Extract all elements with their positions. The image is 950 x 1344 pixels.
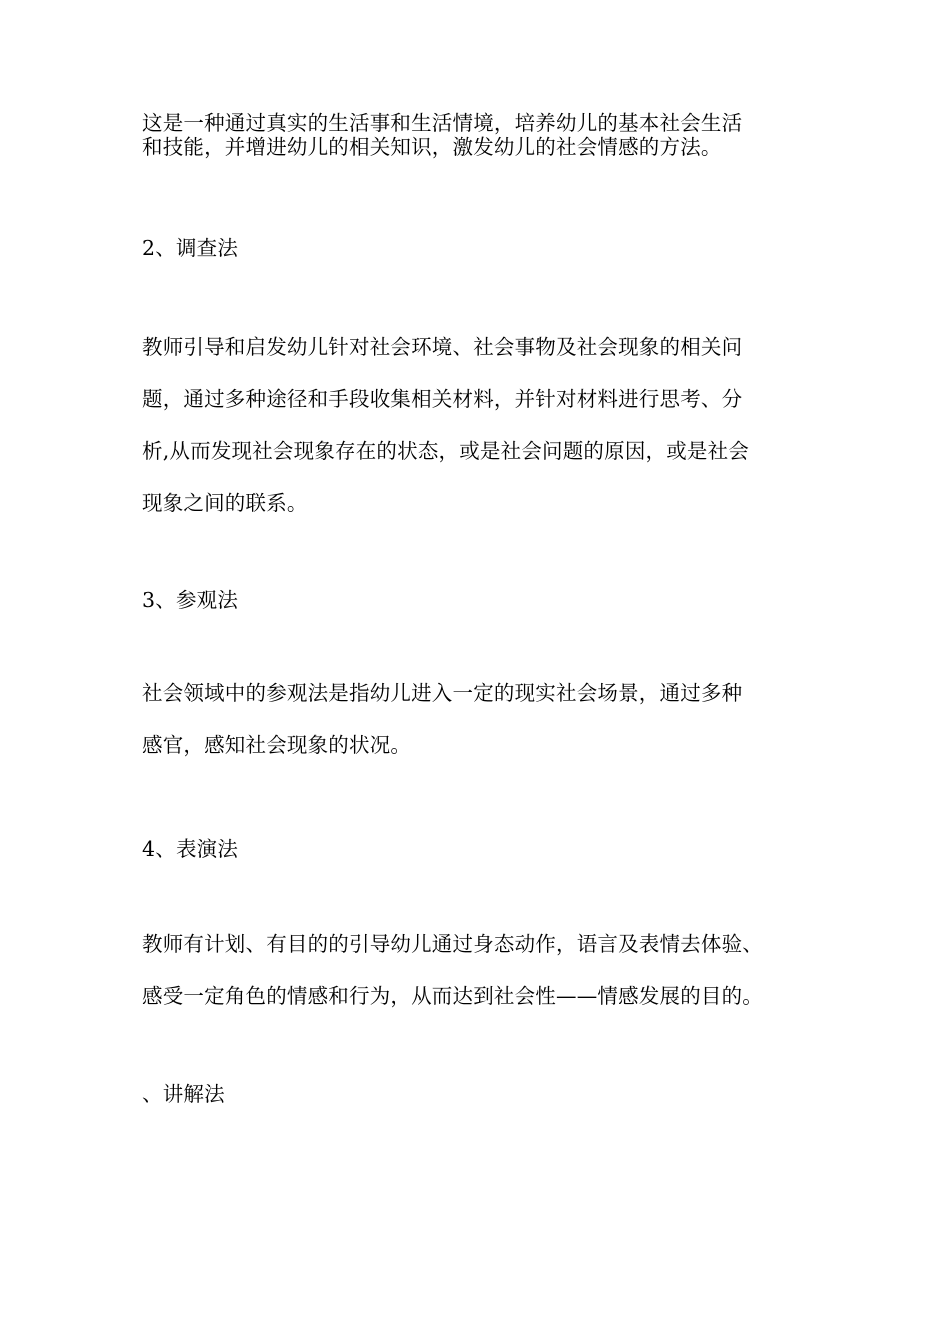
section-heading-performance	[142, 834, 808, 864]
paragraph-line: 教师有计划、有目的的引导幼儿通过身态动作，语言及表情去体验、	[142, 932, 763, 956]
section-body-performance	[142, 918, 808, 1022]
paragraph-line: 教师引导和启发幼儿针对社会环境、社会事物及社会现象的相关问	[142, 335, 743, 359]
intro-paragraph	[142, 111, 808, 159]
paragraph-line: 这是一种通过真实的生活事和生活情境，培养幼儿的基本社会生活	[142, 111, 743, 135]
paragraph-line: 题，通过多种途径和手段收集相关材料，并针对材料进行思考、分	[142, 387, 743, 411]
section-heading: 3、参观法	[142, 588, 239, 612]
section-body-visit	[142, 667, 808, 771]
paragraph-line: 社会领域中的参观法是指幼儿进入一定的现实社会场景，通过多种	[142, 681, 743, 705]
section-heading: 、讲解法	[142, 1082, 225, 1106]
section-heading-survey	[142, 233, 808, 263]
paragraph-line: 析,从而发现社会现象存在的状态，或是社会问题的原因，或是社会	[142, 439, 750, 463]
section-heading-visit	[142, 585, 808, 615]
section-body-survey	[142, 321, 808, 529]
section-heading: 2、调查法	[142, 236, 239, 260]
section-heading-explanation	[142, 1079, 808, 1109]
paragraph-line: 感受一定角色的情感和行为，从而达到社会性——情感发展的目的。	[142, 984, 763, 1008]
paragraph-line: 和技能，并增进幼儿的相关知识，激发幼儿的社会情感的方法。	[142, 135, 722, 159]
paragraph-line: 现象之间的联系。	[142, 491, 308, 515]
section-heading: 4、表演法	[142, 837, 239, 861]
paragraph-line: 感官，感知社会现象的状况。	[142, 733, 412, 757]
